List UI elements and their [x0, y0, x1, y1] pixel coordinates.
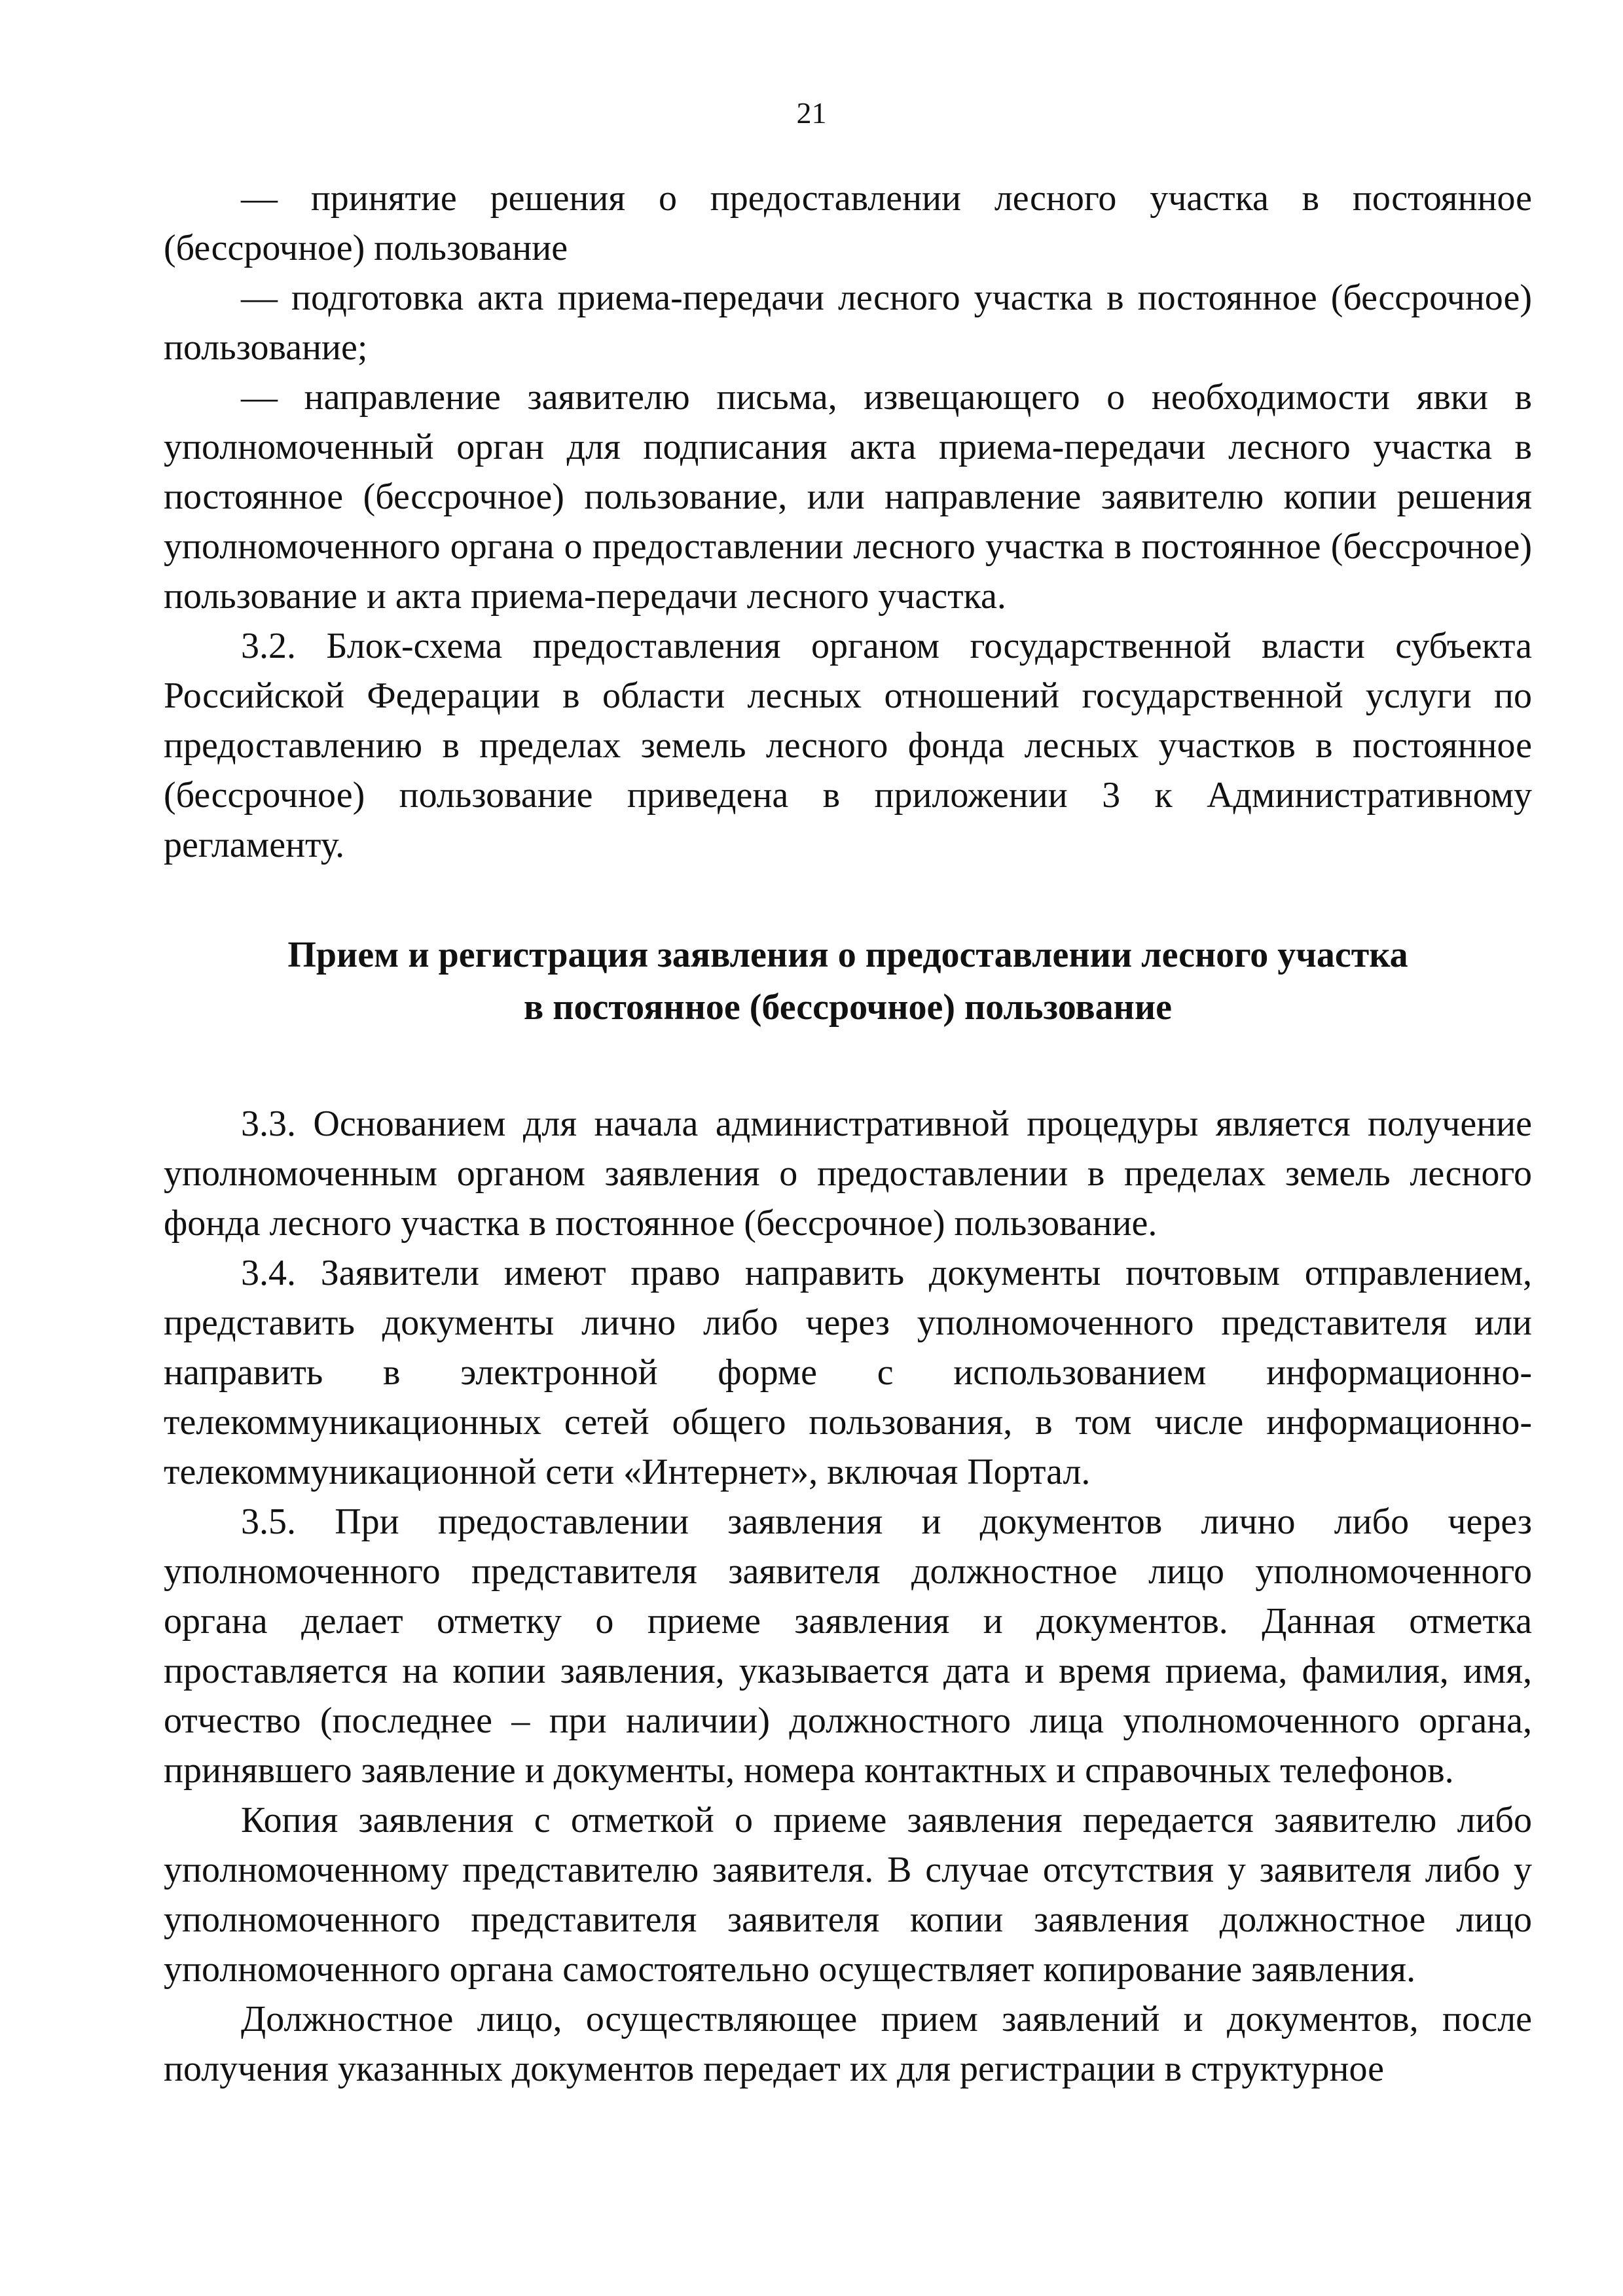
paragraph-act-preparation: — подготовка акта приема-передачи лесного участка в постоянное (бессрочное) пользование;: [164, 278, 1532, 368]
paragraph-3-4: 3.4. Заявители имеют право направить документы почтовым отправлением, представить документы лично либо через уполномоченного представителя или направить в электронной форме с использованием информационно-телекоммуникационных сетей общего пользования, в том числе информационно-телекоммуникационной сети «Интернет», включая Портал.: [164, 1253, 1532, 1492]
paragraph-copy-of-application: Копия заявления с отметкой о приеме заявления передается заявителю либо уполномоченному представителю заявителя. В случае отсутствия у заявителя либо у уполномоченного представителя заявителя копии заявления должностное лицо уполномоченного органа самостоятельно осуществляет копирование заявления.: [164, 1800, 1532, 1990]
section-heading: [164, 929, 1532, 1033]
section-heading-line-2: в постоянное (бессрочное) пользование: [524, 987, 1172, 1028]
paragraph-decision: — принятие решения о предоставлении лесного участка в постоянное (бессрочное) пользование: [164, 178, 1532, 268]
paragraph-3-5: 3.5. При предоставлении заявления и документов лично либо через уполномоченного представителя заявителя должностное лицо уполномоченного органа делает отметку о приеме заявления и документов. Данная отметка проставляется на копии заявления, указывается дата и время приема, фамилия, имя, отчество (последнее – при наличии) должностного лица уполномоченного органа, принявшего заявление и документы, номера контактных и справочных телефонов.: [164, 1501, 1532, 1791]
paragraph-3-2: 3.2. Блок-схема предоставления органом государственной власти субъекта Российской Федерации в области лесных отношений государственной услуги по предоставлению в пределах земель лесного фонда лесных участков в постоянное (бессрочное) пользование приведена в приложении 3 к Административному регламенту.: [164, 626, 1532, 865]
paragraph-official-transfer: Должностное лицо, осуществляющее прием заявлений и документов, после получения указанных документов передает их для регистрации в структурное: [164, 1999, 1532, 2089]
paragraph-3-3: 3.3. Основанием для начала административной процедуры является получение уполномоченным органом заявления о предоставлении в пределах земель лесного фонда лесного участка в постоянное (бессрочное) пользование.: [164, 1103, 1532, 1244]
document-body: [164, 173, 1532, 2094]
page-number: 21: [796, 96, 827, 130]
section-heading-line-1: Прием и регистрация заявления о предоставлении лесного участка: [287, 935, 1408, 975]
paragraph-notification-letter: — направление заявителю письма, извещающего о необходимости явки в уполномоченный орган для подписания акта приема-передачи лесного участка в постоянное (бессрочное) пользование, или направление заявителю копии решения уполномоченного органа о предоставлении лесного участка в постоянное (бессрочное) пользование и акта приема-передачи лесного участка.: [164, 377, 1532, 617]
